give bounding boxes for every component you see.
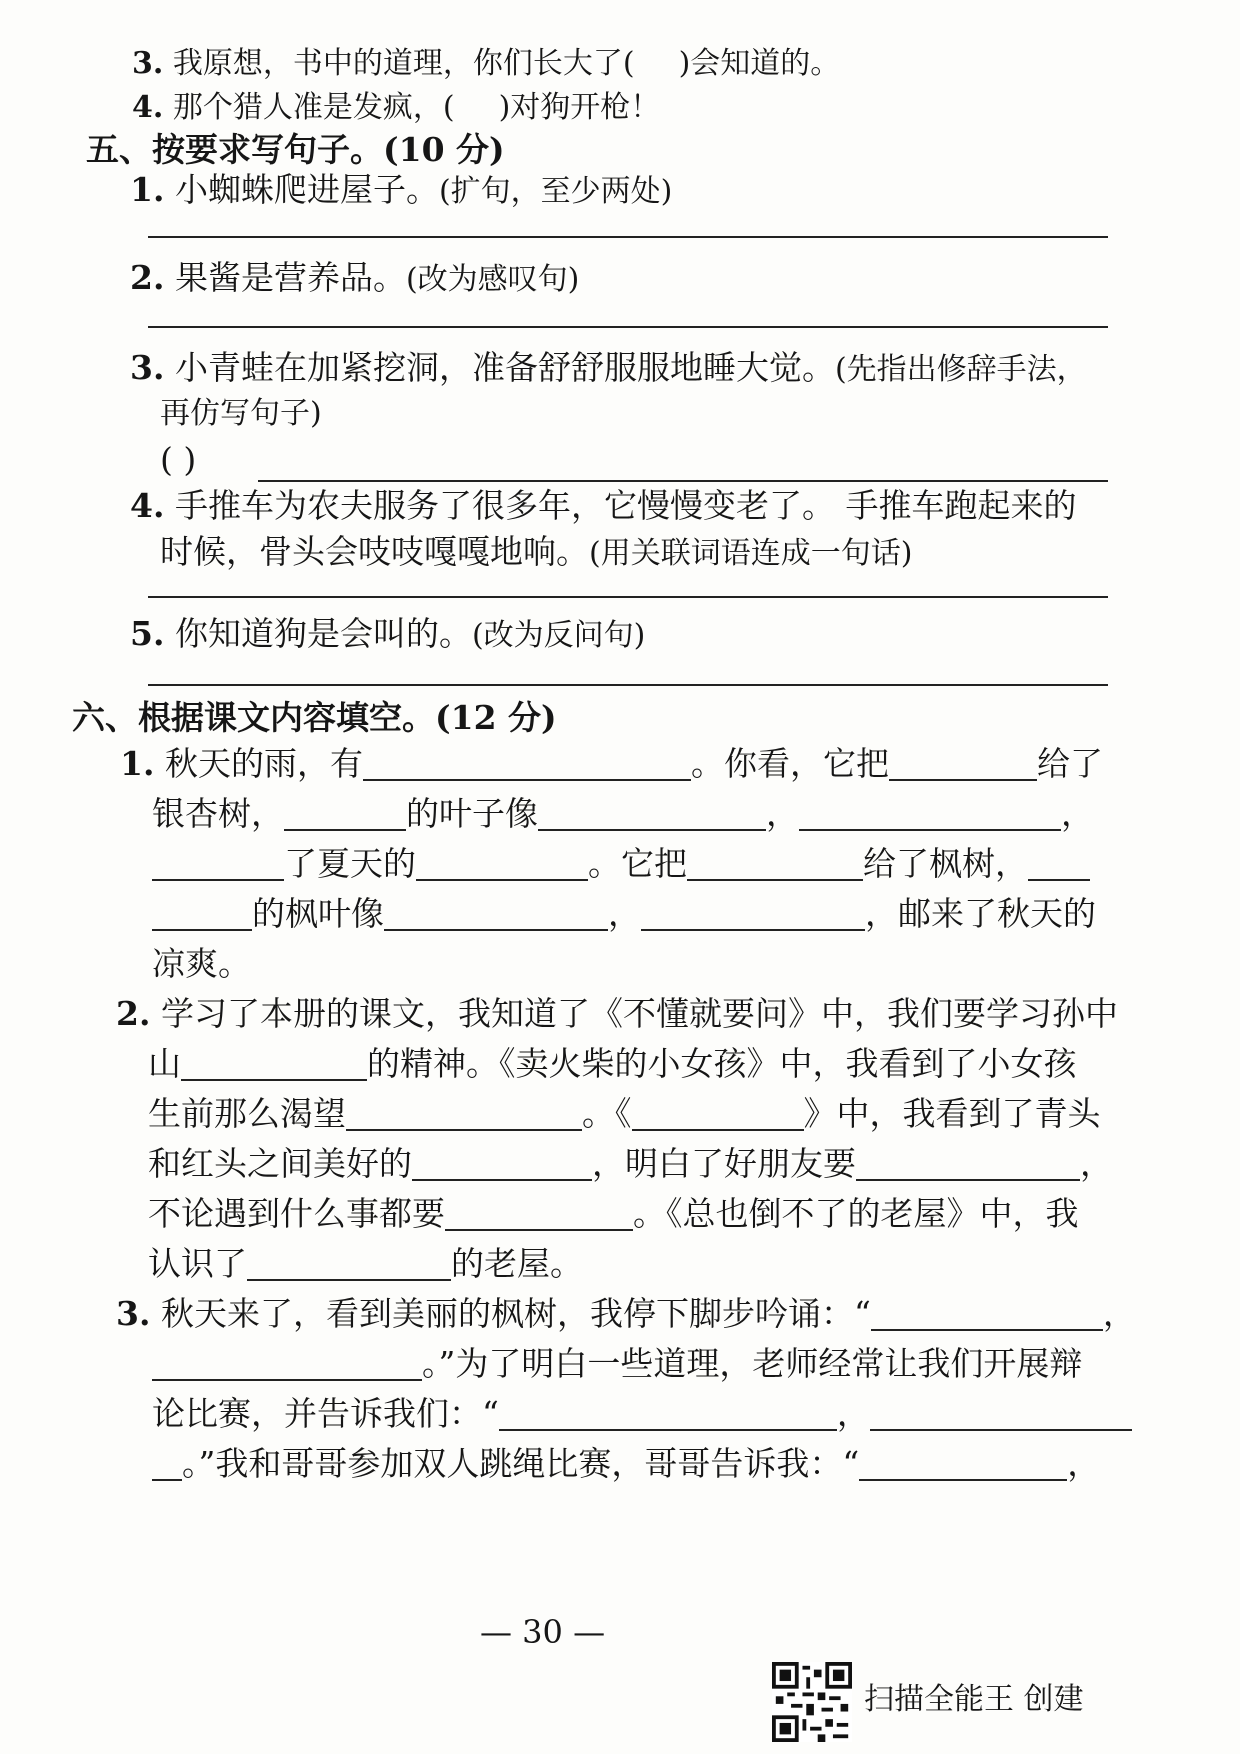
fill-blank[interactable] [152,849,284,881]
s6-q2-line2: 山 的精神。《卖火柴的小女孩》中，我看到了小女孩 [148,1044,1077,1083]
s6-q3-line3: 论比赛，并告诉我们：“ ， [152,1394,1132,1434]
fill-blank[interactable] [416,849,588,881]
fill-blank[interactable] [412,1149,592,1181]
s5-q5: 5. 你知道狗是会叫的。(改为反问句) [130,614,646,653]
fill-blank[interactable] [363,749,691,781]
section5-heading: 五、按要求写句子。(10 分) [86,130,505,169]
fill-blank[interactable] [152,899,252,931]
answer-line[interactable] [148,684,1108,686]
s4-q3: 3. 我原想，书中的道理，你们长大了( )会知道的。 [132,46,841,81]
s6-q1-line1: 1. 秋天的雨，有 。你看，它把 给了 [120,744,1103,783]
fill-blank[interactable] [181,1049,367,1081]
rhetoric-paren[interactable]: ( ) [160,440,197,479]
s6-q3-line1: 3. 秋天来了，看到美丽的枫树，我停下脚步吟诵：“ ， [116,1294,1136,1333]
s6-q2-line4: 和红头之间美好的 ，明白了好朋友要 ， [148,1144,1113,1183]
s6-q2-line6: 认识了 的老屋。 [148,1244,583,1283]
fill-blank[interactable] [538,799,766,831]
s5-q1: 1. 小蜘蛛爬进屋子。(扩句，至少两处) [130,170,673,209]
s6-q3-line4: 。”我和哥哥参加双人跳绳比赛，哥哥告诉我：“ ， [152,1444,1100,1484]
fill-blank[interactable] [284,799,406,831]
s6-q3-line2: 。”为了明白一些道理，老师经常让我们开展辩 [152,1344,1082,1384]
fill-blank[interactable] [445,1199,633,1231]
fill-blank[interactable] [856,1149,1080,1181]
fill-blank[interactable] [641,899,865,931]
answer-line[interactable] [148,596,1108,598]
s6-q2-line5: 不论遇到什么事都要 。《总也倒不了的老屋》中，我 [148,1194,1079,1233]
fill-blank[interactable] [859,1449,1067,1481]
s5-q3: 3. 小青蛙在加紧挖洞，准备舒舒服服地睡大觉。(先指出修辞手法， [130,348,1087,387]
fill-blank[interactable] [687,849,863,881]
fill-blank[interactable] [871,1299,1103,1331]
s6-q1-line5: 凉爽。 [152,944,251,983]
fill-blank[interactable] [632,1099,804,1131]
answer-line[interactable] [258,480,1108,482]
s5-q3-hint2: 再仿写句子) [160,396,322,431]
s5-q2: 2. 果酱是营养品。(改为感叹句) [130,258,580,297]
fill-blank[interactable] [247,1249,451,1281]
fill-blank[interactable] [152,1349,422,1381]
fill-blank[interactable] [870,1399,1132,1431]
fill-blank[interactable] [1028,849,1090,881]
s5-q4-line1: 4. 手推车为农夫服务了很多年，它慢慢变老了。 手推车跑起来的 [130,486,1077,525]
s6-q1-line4: 的枫叶像 ， ，邮来了秋天的 [152,894,1096,934]
s6-q2-line3: 生前那么渴望 。《 》中，我看到了青头 [148,1094,1101,1133]
fill-blank[interactable] [384,899,608,931]
qr-code-icon [772,1662,852,1742]
s6-q1-line3: 了夏天的 。它把 给了枫树， [152,844,1090,884]
s5-q4-line2: 时候，骨头会吱吱嘎嘎地响。(用关联词语连成一句话) [160,532,913,571]
section6-heading: 六、根据课文内容填空。(12 分) [72,698,557,737]
s4-q4: 4. 那个猎人准是发疯，( )对狗开枪！ [132,90,661,125]
fill-blank[interactable] [499,1399,837,1431]
answer-line[interactable] [148,326,1108,328]
scanner-brand: 扫描全能王 创建 [864,1682,1084,1717]
s6-q1-line2: 银杏树， 的叶子像 ， ， [152,794,1094,833]
fill-blank[interactable] [799,799,1061,831]
page-number: — 30 — [480,1613,606,1651]
answer-line[interactable] [148,236,1108,238]
fill-blank[interactable] [889,749,1037,781]
fill-blank[interactable] [346,1099,582,1131]
s6-q2-line1: 2. 学习了本册的课文，我知道了《不懂就要问》中，我们要学习孙中 [116,994,1118,1033]
scanner-watermark [772,1662,1112,1742]
fill-blank[interactable] [152,1449,182,1481]
